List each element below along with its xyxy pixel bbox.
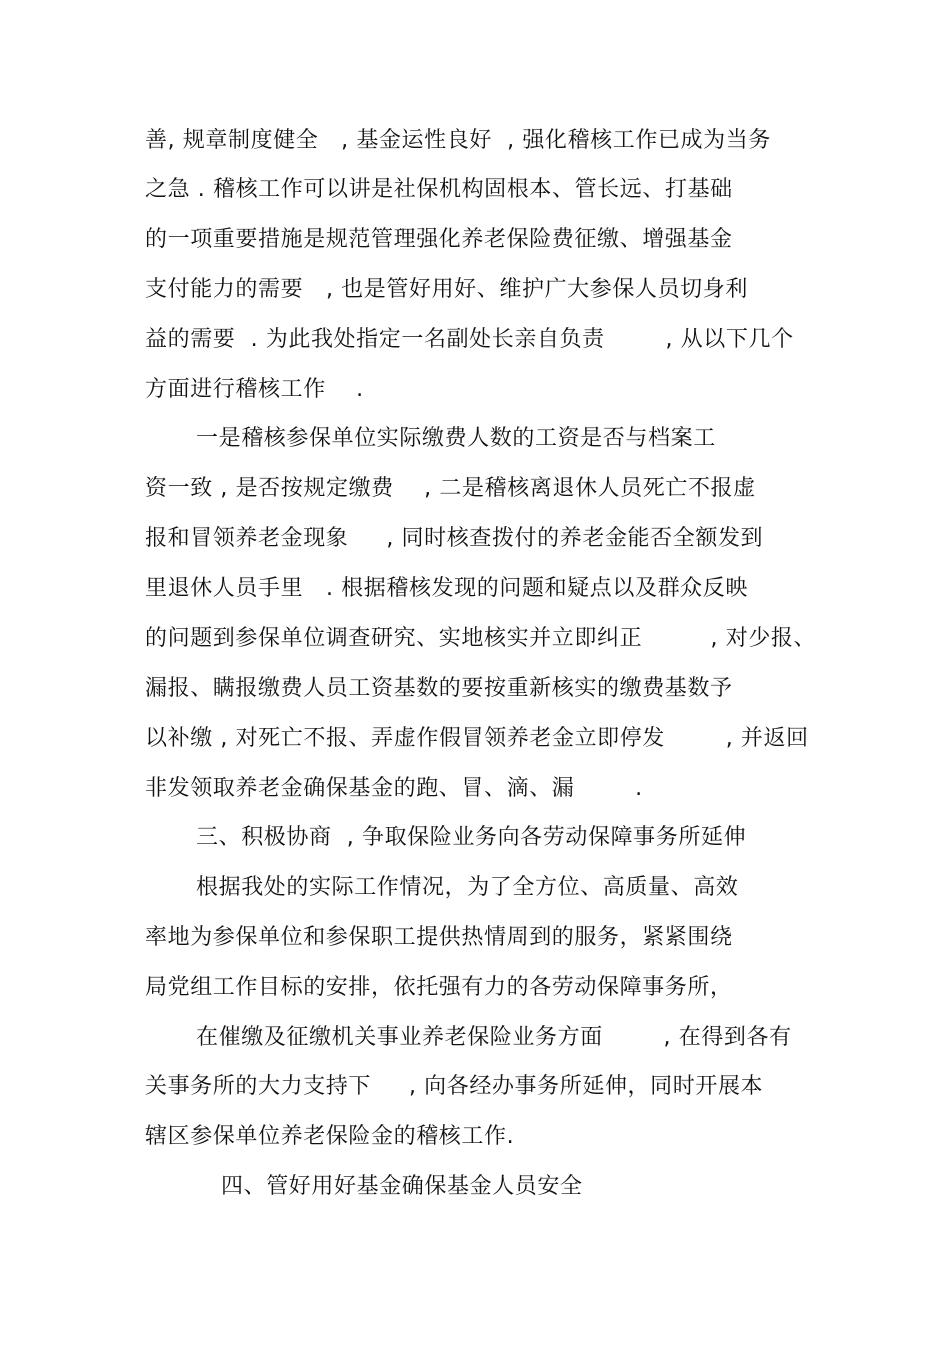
text-line: 之急 . 稽核工作可以讲是社保机构固根本、管长远、打基础	[145, 177, 733, 202]
text-line: 关事务所的大力支持下 , 向各经办事务所延伸，同时开展本	[145, 1074, 764, 1099]
text-line: 报和冒领养老金现象 , 同时核查拨付的养老金能否全额发到	[145, 526, 764, 551]
section-heading: 三、积极协商 , 争取保险业务向各劳动保障事务所延伸	[196, 825, 747, 850]
text-line: 里退休人员手里 . 根据稽核发现的问题和疑点以及群众反映	[145, 576, 748, 601]
text-line: 善, 规章制度健全 , 基金运性良好 , 强化稽核工作已成为当务	[145, 128, 771, 153]
text-line: 局党组工作目标的安排，依托强有力的各劳动保障事务所，	[145, 975, 733, 1000]
paragraph-first-line: 根据我处的实际工作情况，为了全方位、高质量、高效	[196, 875, 739, 900]
text-line: 率地为参保单位和参保职工提供热情周到的服务，紧紧围绕	[145, 925, 733, 950]
text-line: 非发领取养老金确保基金的跑、冒、滴、漏 .	[145, 776, 643, 801]
text-line: 益的需要 . 为此我处指定一名副处长亲自负责 , 从以下几个	[145, 327, 794, 352]
text-line: 资一致 , 是否按规定缴费 , 二是稽核离退休人员死亡不报虚	[145, 476, 756, 501]
text-line: 的一项重要措施是规范管理强化养老保险费征缴、增强基金	[145, 227, 733, 252]
text-line: 漏报、瞒报缴费人员工资基数的要按重新核实的缴费基数予	[145, 676, 733, 701]
text-line: 以补缴 , 对死亡不报、弄虚作假冒领养老金立即停发 , 并返回	[145, 726, 809, 751]
text-line: 辖区参保单位养老保险金的稽核工作.	[145, 1124, 515, 1149]
text-line: 支付能力的需要 , 也是管好用好、维护广大参保人员切身利	[145, 277, 748, 302]
paragraph-first-line: 在催缴及征缴机关事业养老保险业务方面 , 在得到各有	[196, 1025, 792, 1050]
section-heading: 四、管好用好基金确保基金人员安全	[221, 1174, 583, 1199]
text-line: 方面进行稽核工作 .	[145, 377, 364, 402]
text-line: 的问题到参保单位调查研究、实地核实并立即纠正 , 对少报、	[145, 626, 817, 651]
paragraph-first-line: 一是稽核参保单位实际缴费人数的工资是否与档案工	[196, 426, 716, 451]
